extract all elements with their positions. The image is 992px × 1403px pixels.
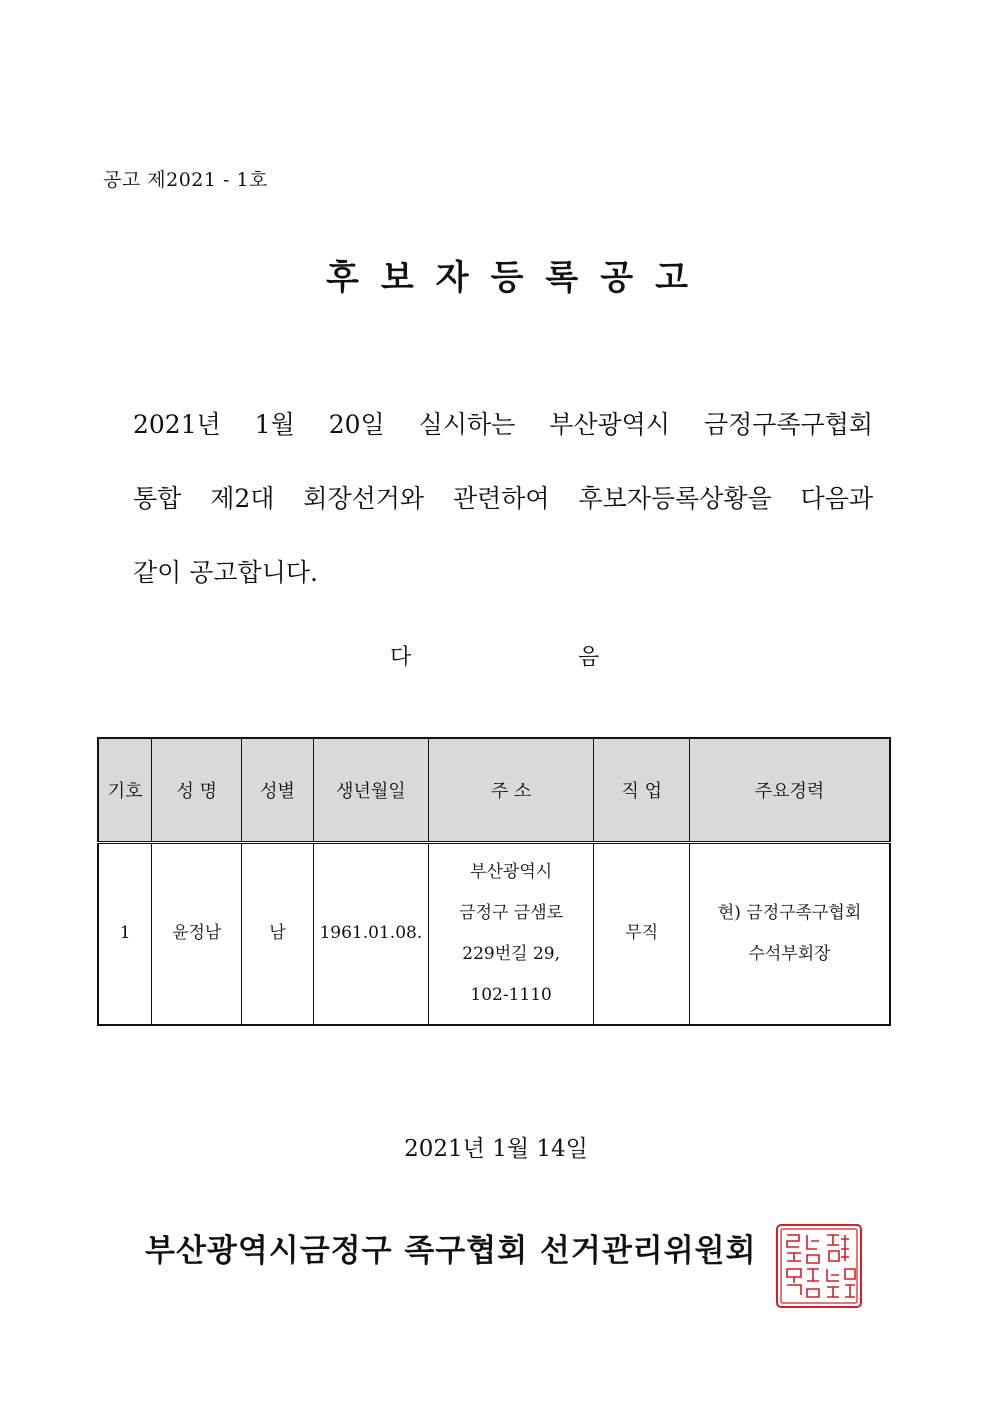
- cell-number: 1: [98, 842, 152, 1025]
- career-line-1: 현) 금정구족구협회: [717, 902, 862, 923]
- notice-body: [133, 388, 873, 610]
- header-career: 주요경력: [690, 738, 890, 842]
- address-line-4: 102-1110: [470, 984, 552, 1005]
- notice-number: 공고 제2021 - 1호: [103, 169, 268, 191]
- header-number: 기호: [98, 738, 152, 842]
- address-line-1: 부산광역시: [470, 861, 553, 882]
- header-occupation: 직 업: [594, 738, 690, 842]
- official-seal-icon: [775, 1223, 863, 1309]
- document-title: 후보자등록공고: [326, 258, 710, 298]
- header-gender: 성별: [242, 738, 314, 842]
- table-row: [98, 842, 890, 1025]
- cell-name: 윤정남: [152, 842, 242, 1025]
- notice-date: 2021년 1월 14일: [404, 1136, 588, 1162]
- candidate-table: [97, 737, 891, 1026]
- cell-birth: 1961.01.08.: [313, 842, 428, 1025]
- header-address: 주 소: [428, 738, 594, 842]
- section-heading-right: 음: [578, 645, 600, 670]
- section-heading-left: 다: [390, 645, 412, 670]
- address-line-2: 금정구 금샘로: [459, 902, 564, 923]
- table-header-row: [98, 738, 890, 842]
- address-line-3: 229번길 29,: [462, 943, 560, 964]
- organization-name: 부산광역시금정구 족구협회 선거관리위원회: [145, 1233, 757, 1269]
- cell-address: [428, 842, 594, 1025]
- body-line-1: 2021년 1월 20일 실시하는 부산광역시 금정구족구협회: [133, 410, 873, 439]
- cell-gender: 남: [242, 842, 314, 1025]
- header-name: 성 명: [152, 738, 242, 842]
- career-line-2: 수석부회장: [748, 943, 831, 964]
- header-birth: 생년월일: [313, 738, 428, 842]
- body-line-2: 통합 제2대 회장선거와 관련하여 후보자등록상황을 다음과: [133, 484, 873, 513]
- cell-occupation: 무직: [594, 842, 690, 1025]
- cell-career: [690, 842, 890, 1025]
- body-line-3: 같이 공고합니다.: [133, 558, 318, 587]
